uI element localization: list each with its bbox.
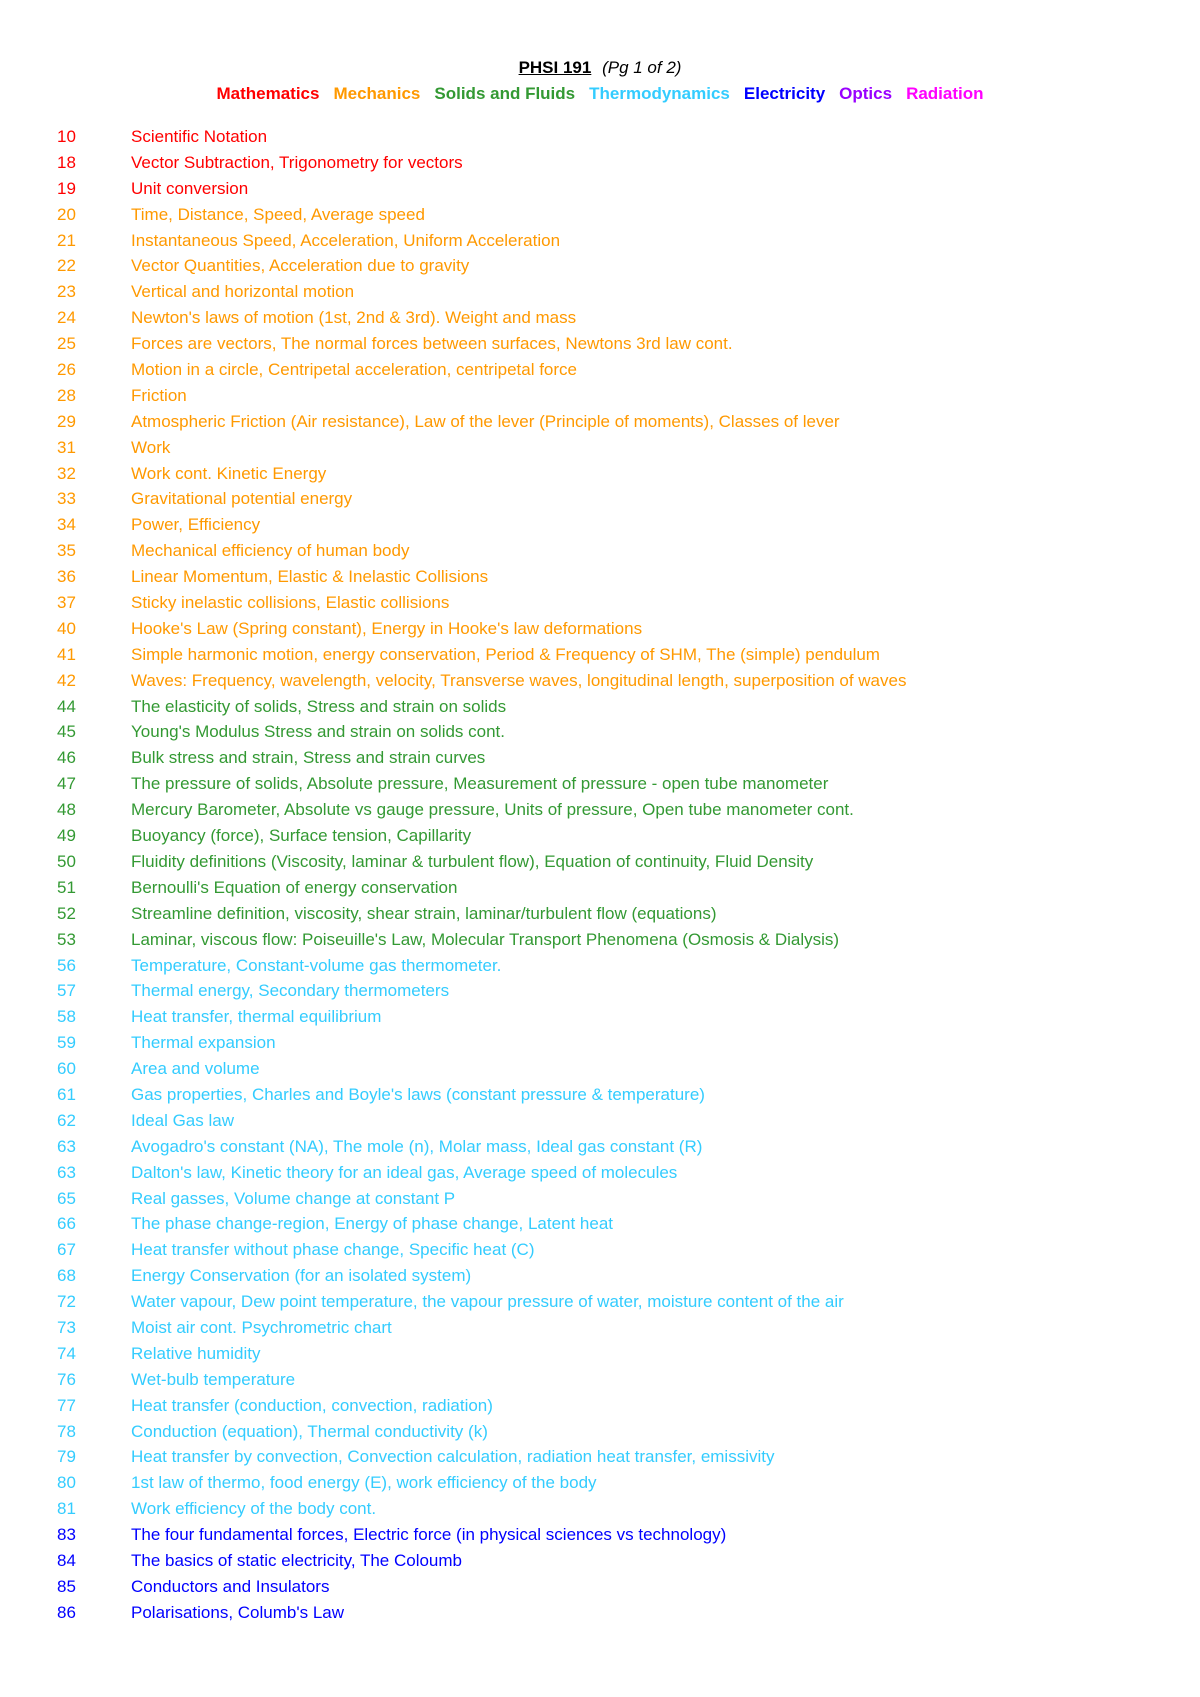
topic-text: Thermal energy, Secondary thermometers — [131, 981, 450, 1001]
list-item — [0, 1525, 1200, 1551]
list-item — [0, 722, 1200, 748]
topic-text: Heat transfer, thermal equilibrium — [131, 1007, 382, 1027]
topic-text: The pressure of solids, Absolute pressure, Measurement of pressure - open tube manometer — [131, 774, 829, 794]
list-item — [0, 464, 1200, 490]
page-number: 60 — [57, 1059, 76, 1079]
page-number: 35 — [57, 541, 76, 561]
topic-text: Wet-bulb temperature — [131, 1369, 296, 1389]
list-item — [0, 852, 1200, 878]
legend-item-radiation: Radiation — [906, 84, 984, 103]
list-item — [0, 1214, 1200, 1240]
list-item — [0, 930, 1200, 956]
page-number: 63 — [57, 1136, 76, 1156]
list-item — [0, 256, 1200, 282]
topic-text: Time, Distance, Speed, Average speed — [131, 204, 425, 224]
page-number: 19 — [57, 178, 76, 198]
list-item — [0, 1085, 1200, 1111]
topic-text: Waves: Frequency, wavelength, velocity, Transverse waves, longitudinal length, superposition of waves — [131, 670, 907, 690]
topic-text: Streamline definition, viscosity, shear strain, laminar/turbulent flow (equations) — [131, 903, 717, 923]
topic-text: 1st law of thermo, food energy (E), work efficiency of the body — [131, 1473, 597, 1493]
list-item — [0, 1059, 1200, 1085]
list-item — [0, 1551, 1200, 1577]
topic-list — [0, 127, 1200, 1629]
list-item — [0, 1396, 1200, 1422]
page-number: 47 — [57, 774, 76, 794]
page-number: 56 — [57, 955, 76, 975]
topic-text: Mechanical efficiency of human body — [131, 541, 410, 561]
page-number: 24 — [57, 308, 76, 328]
page-number: 34 — [57, 515, 76, 535]
list-item — [0, 282, 1200, 308]
page-header — [0, 58, 1200, 78]
page-number: 72 — [57, 1292, 76, 1312]
topic-text: Conduction (equation), Thermal conductivity (k) — [131, 1421, 488, 1441]
page-number: 46 — [57, 748, 76, 768]
list-item — [0, 1189, 1200, 1215]
page-number: 79 — [57, 1447, 76, 1467]
list-item — [0, 1137, 1200, 1163]
list-item — [0, 774, 1200, 800]
list-item — [0, 334, 1200, 360]
topic-text: Vector Subtraction, Trigonometry for vectors — [131, 152, 463, 172]
topic-text: Heat transfer without phase change, Specific heat (C) — [131, 1240, 535, 1260]
topic-text: Area and volume — [131, 1059, 260, 1079]
list-item — [0, 308, 1200, 334]
page-number: 86 — [57, 1602, 76, 1622]
page-number: 40 — [57, 618, 76, 638]
legend-item-mathematics: Mathematics — [216, 84, 320, 103]
list-item — [0, 1499, 1200, 1525]
page-number: 26 — [57, 360, 76, 380]
list-item — [0, 748, 1200, 774]
topic-text: Scientific Notation — [131, 127, 268, 146]
topic-text: Moist air cont. Psychrometric chart — [131, 1317, 392, 1337]
list-item — [0, 438, 1200, 464]
page-number: 67 — [57, 1240, 76, 1260]
list-item — [0, 956, 1200, 982]
topic-text: Sticky inelastic collisions, Elastic collisions — [131, 593, 450, 613]
topic-text: Buoyancy (force), Surface tension, Capillarity — [131, 826, 472, 846]
list-item — [0, 800, 1200, 826]
list-item — [0, 1163, 1200, 1189]
topic-text: Water vapour, Dew point temperature, the vapour pressure of water, moisture content of the air — [131, 1292, 844, 1312]
topic-text: The elasticity of solids, Stress and strain on solids — [131, 696, 507, 716]
page-number: 21 — [57, 230, 76, 250]
list-item — [0, 412, 1200, 438]
topic-text: Work — [131, 437, 171, 457]
page-number: 66 — [57, 1214, 76, 1234]
topic-text: Newton's laws of motion (1st, 2nd & 3rd). Weight and mass — [131, 308, 577, 328]
legend-item-solids: Solids and Fluids — [434, 84, 576, 103]
list-item — [0, 1370, 1200, 1396]
list-item — [0, 826, 1200, 852]
page-number: 29 — [57, 411, 76, 431]
page-number: 57 — [57, 981, 76, 1001]
page-number: 48 — [57, 800, 76, 820]
topic-text: Polarisations, Columb's Law — [131, 1602, 345, 1622]
legend-item-thermo: Thermodynamics — [589, 84, 730, 103]
page-number: 37 — [57, 593, 76, 613]
page-number: 68 — [57, 1266, 76, 1286]
topic-text: The basics of static electricity, The Coloumb — [131, 1550, 463, 1570]
page-number: 44 — [57, 696, 76, 716]
page-number: 28 — [57, 385, 76, 405]
page-number: 49 — [57, 826, 76, 846]
list-item — [0, 1473, 1200, 1499]
category-legend — [0, 84, 1200, 104]
course-title: PHSI 191 — [518, 58, 592, 77]
page-number: 73 — [57, 1317, 76, 1337]
list-item — [0, 1266, 1200, 1292]
page-indicator: (Pg 1 of 2) — [602, 58, 682, 77]
topic-text: Heat transfer (conduction, convection, radiation) — [131, 1395, 493, 1415]
topic-text: Forces are vectors, The normal forces between surfaces, Newtons 3rd law cont. — [131, 334, 733, 354]
page-number: 61 — [57, 1084, 76, 1104]
page-number: 77 — [57, 1395, 76, 1415]
list-item — [0, 127, 1200, 153]
topic-text: Temperature, Constant-volume gas thermometer. — [131, 955, 502, 975]
topic-text: Friction — [131, 385, 187, 405]
page-number: 83 — [57, 1525, 76, 1545]
topic-text: Simple harmonic motion, energy conservation, Period & Frequency of SHM, The (simple) pendulum — [131, 644, 880, 664]
list-item — [0, 386, 1200, 412]
page-number: 74 — [57, 1343, 76, 1363]
list-item — [0, 593, 1200, 619]
topic-text: Gas properties, Charles and Boyle's laws (constant pressure & temperature) — [131, 1084, 705, 1104]
page-number: 23 — [57, 282, 76, 302]
page-number: 63 — [57, 1162, 76, 1182]
topic-text: Energy Conservation (for an isolated system) — [131, 1266, 472, 1286]
topic-text: Young's Modulus Stress and strain on solids cont. — [131, 722, 505, 742]
page-number: 33 — [57, 489, 76, 509]
list-item — [0, 179, 1200, 205]
page-number: 22 — [57, 256, 76, 276]
legend-item-mechanics: Mechanics — [333, 84, 421, 103]
list-item — [0, 231, 1200, 257]
topic-text: Ideal Gas law — [131, 1110, 234, 1130]
page-number: 58 — [57, 1007, 76, 1027]
list-item — [0, 1318, 1200, 1344]
list-item — [0, 205, 1200, 231]
page-number: 51 — [57, 877, 76, 897]
legend-item-optics: Optics — [839, 84, 893, 103]
topic-text: Hooke's Law (Spring constant), Energy in Hooke's law deformations — [131, 618, 643, 638]
topic-text: Dalton's law, Kinetic theory for an ideal gas, Average speed of molecules — [131, 1162, 678, 1182]
topic-text: Work efficiency of the body cont. — [131, 1499, 377, 1519]
page-number: 85 — [57, 1576, 76, 1596]
page-number: 59 — [57, 1033, 76, 1053]
list-item — [0, 153, 1200, 179]
list-item — [0, 567, 1200, 593]
topic-text: Power, Efficiency — [131, 515, 261, 535]
page-number: 62 — [57, 1110, 76, 1130]
page-number: 42 — [57, 670, 76, 690]
topic-text: Thermal expansion — [131, 1033, 276, 1053]
page-number: 78 — [57, 1421, 76, 1441]
list-item — [0, 981, 1200, 1007]
list-item — [0, 1111, 1200, 1137]
legend-item-electricity: Electricity — [743, 84, 826, 103]
list-item — [0, 645, 1200, 671]
page-number: 53 — [57, 929, 76, 949]
topic-text: Motion in a circle, Centripetal acceleration, centripetal force — [131, 360, 577, 380]
topic-text: Instantaneous Speed, Acceleration, Uniform Acceleration — [131, 230, 561, 250]
page-number: 84 — [57, 1550, 76, 1570]
page-number: 76 — [57, 1369, 76, 1389]
list-item — [0, 697, 1200, 723]
page-number: 41 — [57, 644, 76, 664]
page-number: 45 — [57, 722, 76, 742]
list-item — [0, 1344, 1200, 1370]
topic-text: Unit conversion — [131, 178, 249, 198]
list-item — [0, 878, 1200, 904]
topic-text: Gravitational potential energy — [131, 489, 353, 509]
topic-text: Atmospheric Friction (Air resistance), Law of the lever (Principle of moments), Classes of lever — [131, 411, 840, 431]
page-number: 31 — [57, 437, 76, 457]
topic-text: Vector Quantities, Acceleration due to gravity — [131, 256, 470, 276]
list-item — [0, 1007, 1200, 1033]
list-item — [0, 904, 1200, 930]
topic-text: Relative humidity — [131, 1343, 261, 1363]
list-item — [0, 489, 1200, 515]
page-number: 10 — [57, 127, 76, 146]
list-item — [0, 515, 1200, 541]
list-item — [0, 1292, 1200, 1318]
topic-text: Avogadro's constant (NA), The mole (n), Molar mass, Ideal gas constant (R) — [131, 1136, 703, 1156]
topic-text: Fluidity definitions (Viscosity, laminar & turbulent flow), Equation of continuity, Fluid Density — [131, 851, 814, 871]
page-number: 52 — [57, 903, 76, 923]
list-item — [0, 1577, 1200, 1603]
topic-text: Real gasses, Volume change at constant P — [131, 1188, 456, 1208]
list-item — [0, 619, 1200, 645]
topic-text: Laminar, viscous flow: Poiseuille's Law, Molecular Transport Phenomena (Osmosis & Dialysis) — [131, 929, 840, 949]
topic-text: Mercury Barometer, Absolute vs gauge pressure, Units of pressure, Open tube manometer cont. — [131, 800, 854, 820]
list-item — [0, 1033, 1200, 1059]
list-item — [0, 1240, 1200, 1266]
list-item — [0, 541, 1200, 567]
page-number: 25 — [57, 334, 76, 354]
page-number: 32 — [57, 463, 76, 483]
list-item — [0, 1422, 1200, 1448]
page-number: 65 — [57, 1188, 76, 1208]
list-item — [0, 360, 1200, 386]
page-number: 20 — [57, 204, 76, 224]
list-item — [0, 1447, 1200, 1473]
topic-text: Bernoulli's Equation of energy conservation — [131, 877, 458, 897]
page-number: 50 — [57, 851, 76, 871]
topic-text: Linear Momentum, Elastic & Inelastic Collisions — [131, 567, 489, 587]
topic-text: The four fundamental forces, Electric force (in physical sciences vs technology) — [131, 1525, 727, 1545]
list-item — [0, 1603, 1200, 1629]
topic-text: The phase change-region, Energy of phase change, Latent heat — [131, 1214, 614, 1234]
page-number: 36 — [57, 567, 76, 587]
list-item — [0, 671, 1200, 697]
page-number: 81 — [57, 1499, 76, 1519]
topic-text: Heat transfer by convection, Convection calculation, radiation heat transfer, emissivity — [131, 1447, 775, 1467]
topic-text: Conductors and Insulators — [131, 1576, 330, 1596]
page-number: 80 — [57, 1473, 76, 1493]
page-number: 18 — [57, 152, 76, 172]
topic-text: Vertical and horizontal motion — [131, 282, 355, 302]
topic-text: Bulk stress and strain, Stress and strain curves — [131, 748, 486, 768]
topic-text: Work cont. Kinetic Energy — [131, 463, 327, 483]
